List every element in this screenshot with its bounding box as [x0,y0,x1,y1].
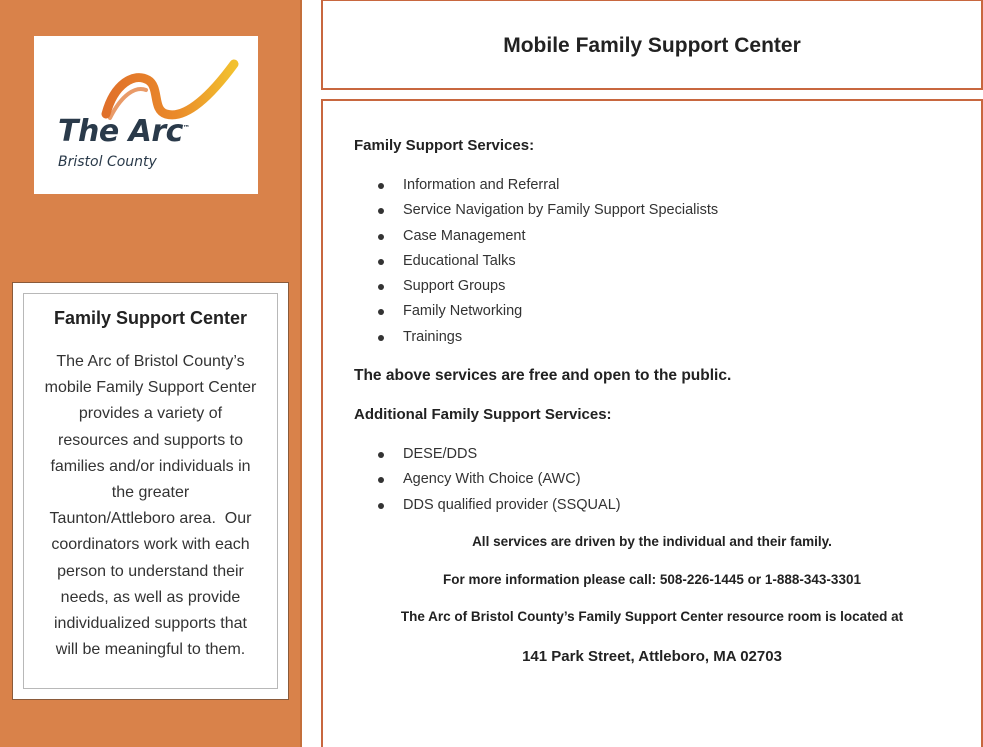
description-line: needs, as well as provide [60,588,241,606]
logo-subtitle: Bristol County [58,154,157,170]
description-line: will be meaningful to them. [55,641,246,659]
logo-name: The Arc™ [58,114,190,149]
bullet-icon [378,234,384,240]
services-list [378,173,718,350]
card-inner-frame [23,293,278,689]
bullet-icon [378,335,384,341]
list-item: Case Management [378,224,718,249]
list-item: Support Groups [378,274,718,299]
bullet-icon [378,477,384,483]
page-title: Mobile Family Support Center [503,34,801,57]
list-item: DDS qualified provider (SSQUAL) [378,493,621,518]
bullet-icon [378,452,384,458]
driven-note: All services are driven by the individual and their family. [472,534,832,549]
list-item: Educational Talks [378,249,718,274]
contact-phone: For more information please call: 508-226-1445 or 1-888-343-3301 [443,572,861,587]
description-line: individualized supports that [53,615,247,633]
additional-list [378,442,621,518]
bullet-icon [378,503,384,509]
arc-logo [34,36,258,194]
description-line: families and/or individuals in [50,457,251,475]
description-line: the greater [111,484,190,502]
location-note: The Arc of Bristol County’s Family Support Center resource room is located at [400,609,904,624]
description-line: coordinators work with each [51,536,250,554]
services-box [321,99,983,747]
list-item: Service Navigation by Family Support Specialists [378,198,718,223]
address: 141 Park Street, Attleboro, MA 02703 [522,648,782,665]
list-item: Information and Referral [378,173,718,198]
description-line: The Arc of Bristol County’s [56,353,245,370]
bullet-icon [378,208,384,214]
list-item: Trainings [378,325,718,350]
header-box [321,0,983,90]
description-line: person to understand their [57,562,244,580]
list-item: Agency With Choice (AWC) [378,467,621,492]
description-line: provides a variety of [78,405,223,423]
description-line: Taunton/Attleboro area. Our [49,510,252,528]
bullet-icon [378,183,384,189]
free-note: The above services are free and open to the public. [354,367,732,384]
bullet-icon [378,309,384,315]
card-title: Family Support Center [53,308,248,328]
left-panel [0,0,302,747]
card-description [30,349,271,663]
services-heading: Family Support Services: [354,137,535,154]
list-item: Family Networking [378,299,718,324]
bullet-icon [378,284,384,290]
family-support-center-card [12,282,289,700]
description-line: resources and supports to [58,431,243,449]
list-item: DESE/DDS [378,442,621,467]
description-line: mobile Family Support Center [44,379,257,397]
additional-heading: Additional Family Support Services: [354,406,612,423]
bullet-icon [378,259,384,265]
